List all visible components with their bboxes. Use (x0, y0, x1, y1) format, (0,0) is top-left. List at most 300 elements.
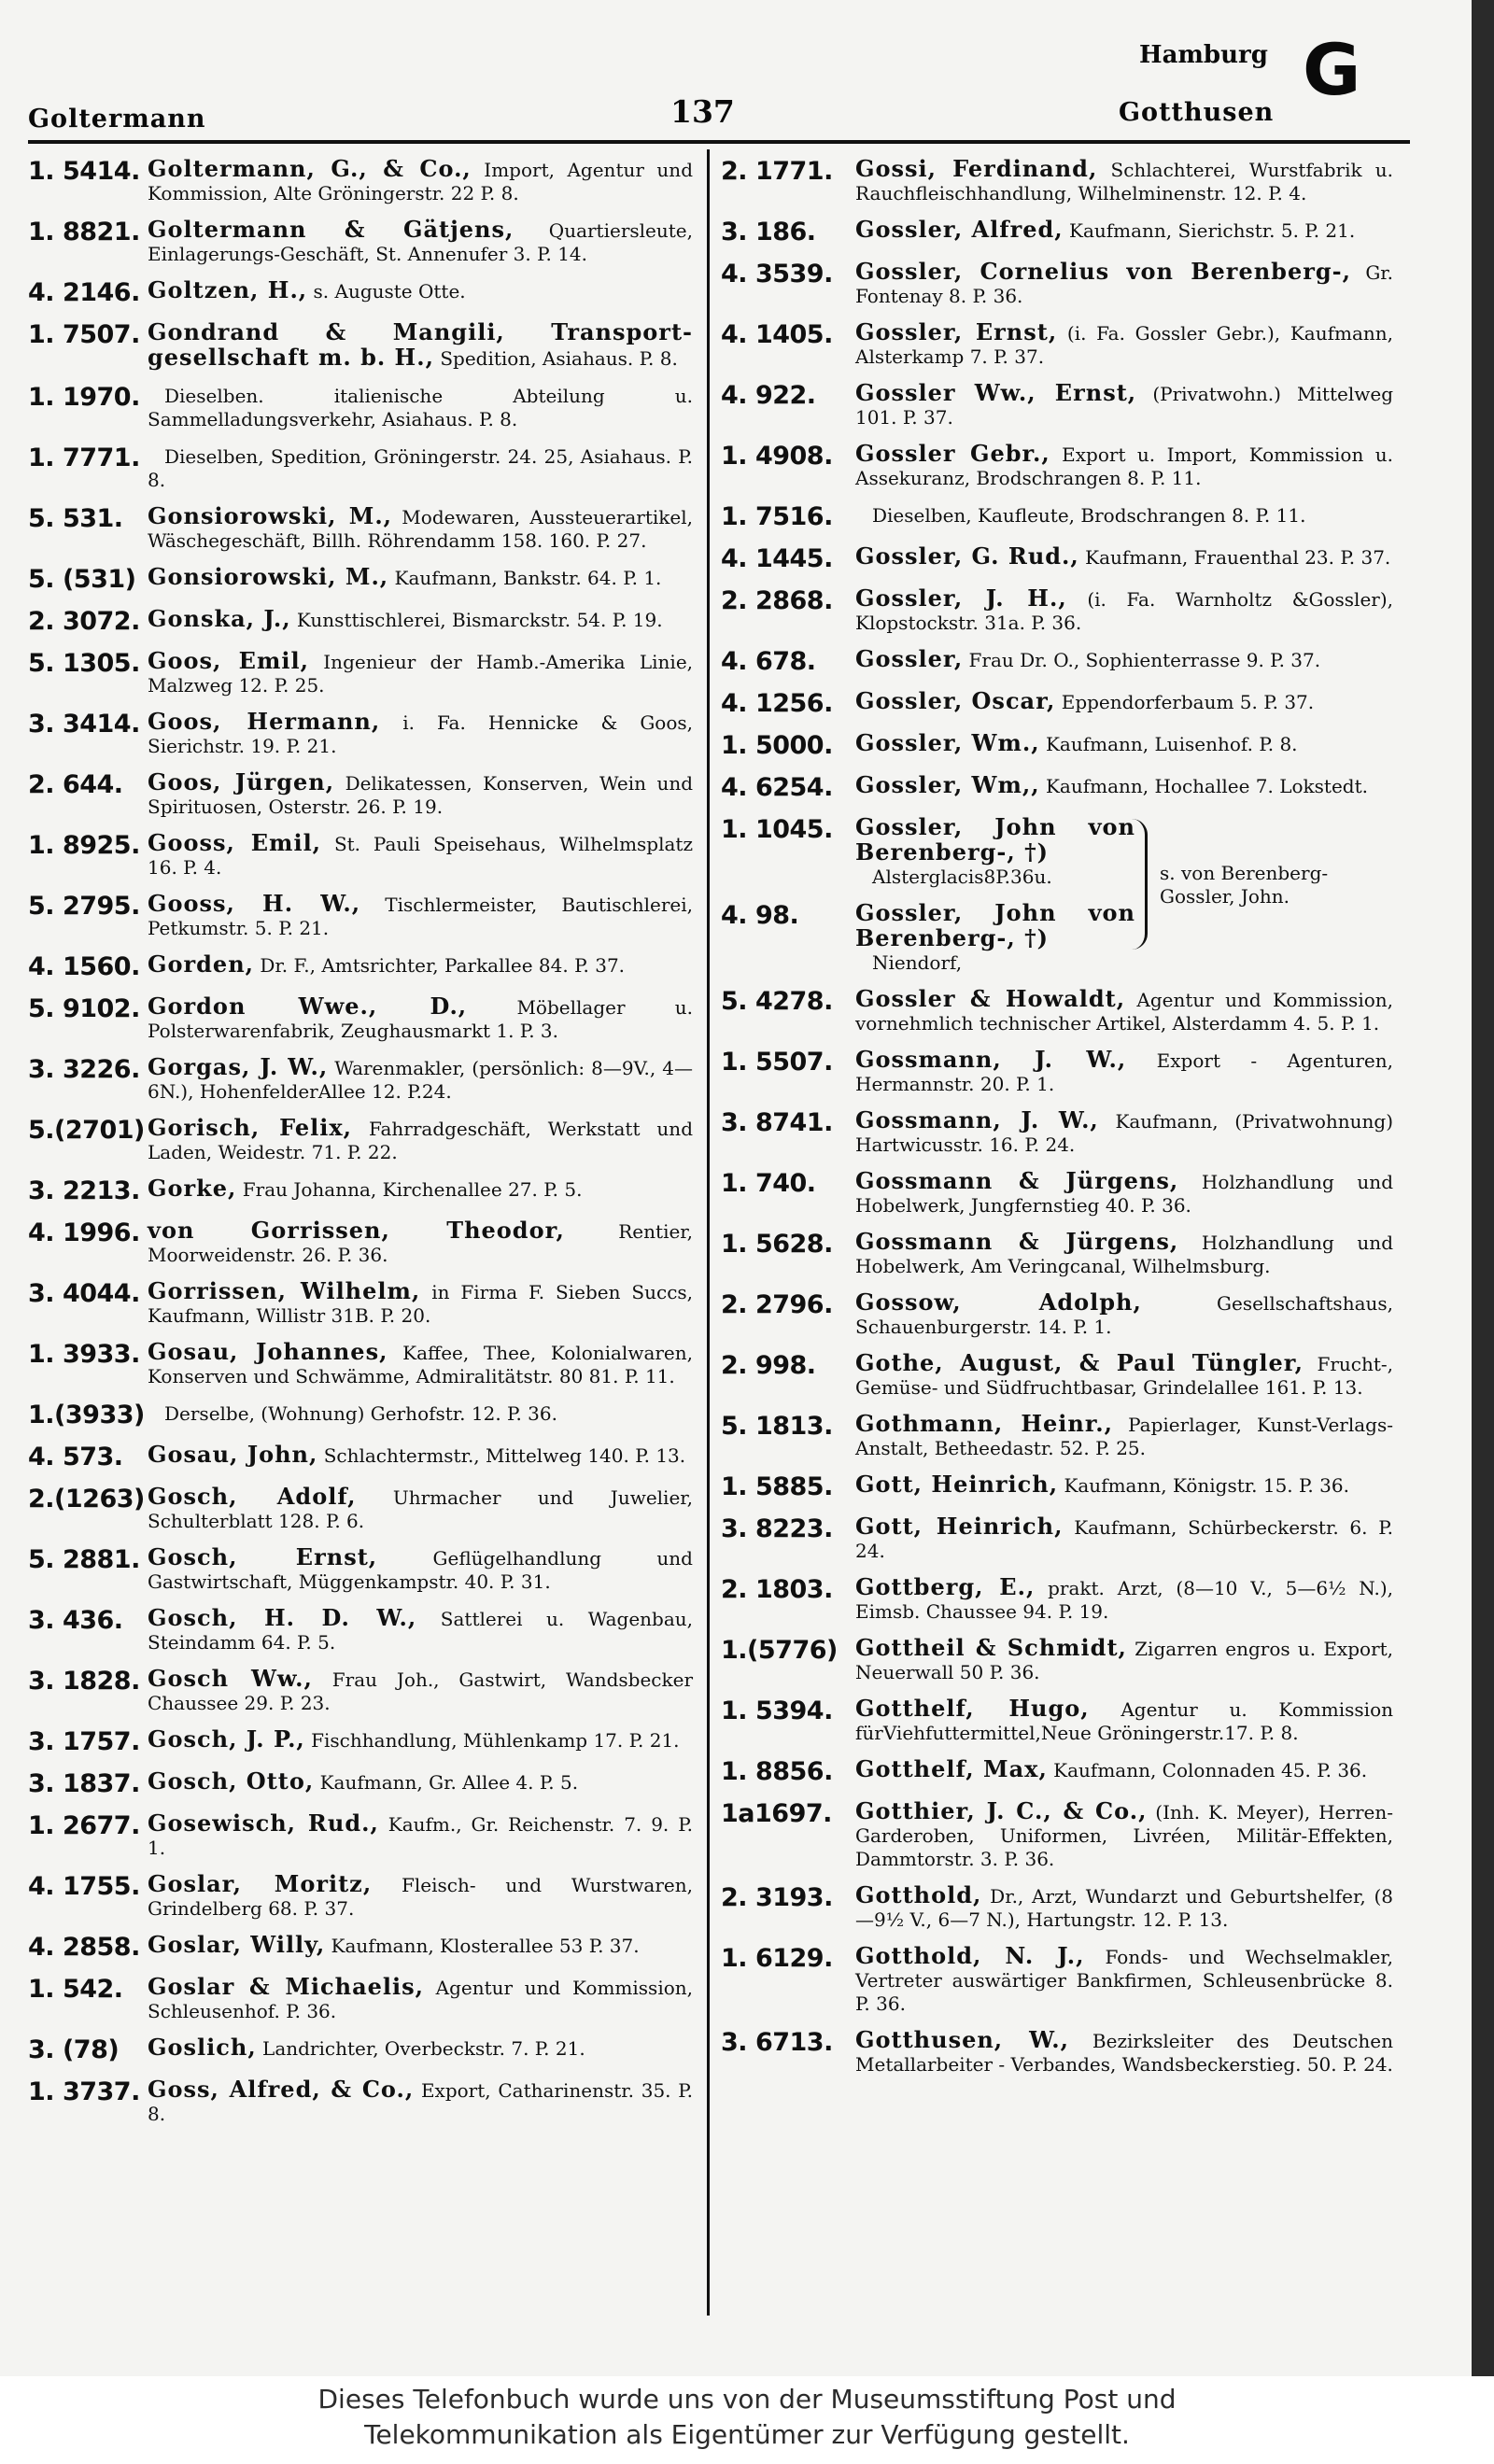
entry-number: 4. 922. (721, 381, 816, 410)
entry-name: Gossler, J. H., (855, 584, 1067, 612)
directory-entry (28, 1769, 693, 1799)
entry-body (148, 607, 693, 637)
entry-number: 3. 8741. (721, 1108, 833, 1137)
entry-text: Kaufmann, Königstr. 15. P. 36. (1064, 1474, 1349, 1497)
entry-text: Kaufmann, Luisenhof. P. 8. (1045, 733, 1298, 755)
directory-entry (28, 1975, 693, 2023)
entry-number: 1a1697. (721, 1799, 832, 1828)
entry-name: von Gorrissen, Theodor, (148, 1217, 565, 1244)
entry-name: Gossmann, J. W., (855, 1106, 1099, 1133)
entry-number: 2. 644. (28, 770, 123, 799)
entry-number: 1. 4908. (721, 442, 833, 471)
directory-entry (721, 1883, 1393, 1932)
entry-number: 3. (78) (28, 2035, 120, 2064)
entry-body (148, 952, 693, 982)
entry-body (148, 1933, 693, 1963)
directory-entry (28, 649, 693, 697)
entry-name: Gossler, Alfred, (855, 216, 1064, 243)
entry-name: Gossow, Adolph, (855, 1288, 1142, 1316)
entry-body (855, 731, 1393, 761)
entry-name: Goltzen, H., (148, 276, 308, 303)
entry-name: Goss, Alfred, & Co., (148, 2076, 415, 2103)
entry-text: Export u. Import, Kommission u. Assekuranz, Brodschrangen 8. P. 11. (855, 444, 1393, 489)
entry-number: 1. 3933. (28, 1340, 140, 1369)
entry-body (148, 444, 693, 492)
entry-number: 1. 1970. (28, 383, 140, 412)
entry-text: Bezirksleiter des Deutschen Metallarbeiter - Verbandes, Wandsbeckerstieg. 50. P. 24. (855, 2030, 1393, 2076)
entry-text: (Inh. K. Meyer), Herren-Garderoben, Uniformen, Livréen, Militär-Effekten, Dammtorstr. 3. P. 36. (855, 1801, 1393, 1870)
entry-text: Rentier, Moorweidenstr. 26. P. 36. (148, 1220, 694, 1266)
entry-text: Fischhandlung, Mühlenkamp 17. P. 21. (311, 1729, 680, 1752)
entry-body (148, 1443, 693, 1472)
entry-body (855, 1799, 1393, 1871)
entry-number: 3. 1757. (28, 1727, 140, 1756)
entry-text: s. Auguste Otte. (313, 280, 466, 303)
entry-number: 3. 3226. (28, 1055, 140, 1084)
entry-body (855, 1412, 1393, 1460)
entry-text: Kaufmann, Sierichstr. 5. P. 21. (1069, 219, 1356, 242)
entry-number: 5. 1813. (721, 1412, 833, 1441)
entry-name: Gotthelf, Hugo, (855, 1695, 1090, 1722)
entry-text: Möbellager u. Polsterwarenfabrik, Zeughausmarkt 1. P. 3. (148, 996, 694, 1042)
entry-number: 3. 2213. (28, 1176, 140, 1205)
entry-name: Gorrissen, Wilhelm, (148, 1277, 421, 1304)
directory-entry (28, 565, 693, 595)
entry-name: Gossler, G. Rud., (855, 542, 1079, 570)
entry-text: Fahrradgeschäft, Werkstatt und Laden, Weidestr. 71. P. 22. (148, 1118, 693, 1163)
directory-entry (28, 1667, 693, 1715)
directory-entry (28, 1401, 693, 1430)
entry-number: 1. 5394. (721, 1697, 833, 1725)
entry-name: Gorden, (148, 950, 255, 978)
entry-body (855, 260, 1393, 308)
directory-entry (28, 2077, 693, 2126)
entry-text: Kunsttischlerei, Bismarckstr. 54. P. 19. (296, 609, 663, 631)
directory-entry (721, 773, 1393, 803)
cross-reference: s. von Berenberg-Gossler, John. (1160, 862, 1329, 908)
entry-name: Gossler, (855, 645, 964, 672)
entry-name: Gossmann, J. W., (855, 1046, 1127, 1073)
entry-name: Gosch, Otto, (148, 1767, 315, 1795)
entry-number: 1.(5776) (721, 1636, 838, 1665)
entry-number: 1. 8821. (28, 218, 140, 246)
directory-entry (721, 1290, 1393, 1339)
entry-number: 3. 8223. (721, 1514, 833, 1543)
entry-name: Gossmann & Jürgens, (855, 1228, 1179, 1255)
directory-entry (721, 157, 1393, 205)
entry-text: Schlachterei, Wurstfabrik u. Rauchfleischhandlung, Wilhelminenstr. 12. P. 4. (855, 159, 1394, 204)
entry-body (855, 987, 1393, 1035)
entry-number: 1. 3737. (28, 2077, 140, 2106)
right-entries-bottom (721, 987, 1393, 2077)
directory-entry (721, 647, 1393, 677)
entry-text: Uhrmacher und Juwelier, Schulterblatt 128. P. 6. (148, 1486, 694, 1532)
entry-name: Gosau, John, (148, 1441, 318, 1468)
entry-body (148, 278, 693, 308)
directory-entry (721, 218, 1393, 247)
entry-body (855, 1575, 1393, 1624)
directory-entry (28, 1727, 693, 1757)
entry-body (855, 1048, 1393, 1096)
entry-name: Gonska, J., (148, 605, 291, 632)
directory-entry (721, 1472, 1393, 1502)
entry-name: Gott, Heinrich, (855, 1471, 1059, 1498)
directory-entry (28, 994, 693, 1043)
directory-entry (28, 892, 693, 940)
entry-number: 2. 2796. (721, 1290, 833, 1319)
directory-entry (721, 544, 1393, 574)
directory-entry (28, 710, 693, 758)
entry-text: Derselbe, (Wohnung) Gerhofstr. 12. P. 36. (164, 1402, 557, 1425)
entry-body (148, 770, 693, 819)
entry-number: 3. 1828. (28, 1667, 140, 1696)
entry-number: 4. 1445. (721, 544, 833, 573)
entry-name: Gotthelf, Max, (855, 1755, 1048, 1782)
directory-entry (28, 2035, 693, 2065)
directory-entry (721, 1636, 1393, 1684)
entry-text: Kaufmann, Colonnaden 45. P. 36. (1053, 1759, 1368, 1781)
entry-number: 5.(2701) (28, 1116, 145, 1145)
entry-body (855, 773, 1393, 803)
entry-number: 1. 6129. (721, 1944, 833, 1973)
entry-name: Gorke, (148, 1175, 237, 1202)
entry-text: Gesellschaftshaus, Schauenburgerstr. 14. P. 1. (855, 1292, 1393, 1338)
entry-name: Goos, Emil, (148, 647, 309, 674)
directory-entry (28, 1933, 693, 1963)
directory-entry (721, 260, 1393, 308)
directory-entry (28, 1811, 693, 1860)
directory-entry (721, 1575, 1393, 1624)
entry-text: Modewaren, Aussteuerartikel, Wäschegeschäft, Billh. Röhrendamm 158. 160. P. 27. (148, 506, 694, 552)
directory-entry (721, 1514, 1393, 1563)
right-entries-top (721, 157, 1393, 803)
entry-name: Gotthold, (855, 1881, 982, 1908)
entry-number: 3. 1837. (28, 1769, 140, 1798)
entry-text: Kaufmann, (Privatwohnung) Hartwicusstr. 16. P. 24. (855, 1110, 1394, 1156)
entry-number: 3. 436. (28, 1606, 123, 1635)
entry-text: Schlachtermstr., Mittelweg 140. P. 13. (323, 1444, 686, 1467)
entry-name: Goltermann, G., & Co., (148, 155, 472, 182)
directory-entry (28, 1485, 693, 1533)
entry-name: Gorgas, J. W., (148, 1053, 329, 1080)
entry-number: 5. 2795. (28, 892, 140, 921)
entry-body (855, 218, 1393, 247)
entry-body (148, 1872, 693, 1921)
entry-name: Goslar, Willy, (148, 1931, 326, 1958)
directory-entry (28, 952, 693, 982)
entry-body (148, 2077, 693, 2126)
directory-entry (28, 1340, 693, 1388)
entry-number: 4. 678. (721, 647, 816, 676)
entry-name: Gooss, H. W., (148, 890, 361, 917)
entry-text: (Privatwohn.) Mittelweg 101. P. 37. (855, 383, 1393, 429)
directory-entry (28, 1872, 693, 1921)
entry-text: Geflügelhandlung und Gastwirtschaft, Müggenkampstr. 40. P. 31. (148, 1547, 693, 1593)
entry-text: Warenmakler, (persönlich: 8—9V., 4—6N.), HohenfelderAllee 12. P.24. (148, 1057, 693, 1103)
entry-text: Fleisch- und Wurstwaren, Grindelberg 68. P. 37. (148, 1874, 693, 1920)
entry-name: Gosch, Ernst, (148, 1543, 378, 1570)
entry-body (855, 1351, 1393, 1400)
entry-name: Gott, Heinrich, (855, 1513, 1064, 1540)
entry-text: Dieselben, Kaufleute, Brodschrangen 8. P. 11. (872, 504, 1306, 527)
entry-body (148, 831, 693, 880)
entry-text: Spedition, Asiahaus. P. 8. (440, 347, 678, 370)
directory-entry (721, 1230, 1393, 1278)
entry-number: 1. 8856. (721, 1757, 833, 1786)
entry-name: Gothmann, Heinr., (855, 1410, 1114, 1437)
header-letter: G (1303, 28, 1361, 111)
entry-number: 5. (531) (28, 565, 136, 594)
directory-entry (28, 1176, 693, 1206)
entry-body (855, 647, 1393, 677)
header-city: Hamburg (1139, 41, 1268, 69)
entry-number: 1. 5507. (721, 1048, 833, 1077)
entry-text: i. Fa. Hennicke & Goos, Sierichstr. 19. P. 21. (148, 711, 694, 757)
entry-name: Gossi, Ferdinand, (855, 155, 1098, 182)
directory-entry (721, 901, 1393, 975)
entry-number: 1.(3933) (28, 1401, 145, 1429)
entry-name: Gossler, Wm., (855, 729, 1040, 756)
entry-body (855, 1514, 1393, 1563)
entry-body (148, 1116, 693, 1164)
directory-entry (721, 2028, 1393, 2077)
entry-name: Gottberg, E., (855, 1573, 1036, 1600)
entry-text: Zigarren engros u. Export, Neuerwall 50 P. 36. (855, 1638, 1394, 1683)
entry-number: 4. 1755. (28, 1872, 140, 1901)
entry-number: 4. 98. (721, 901, 799, 930)
header-left-name: Goltermann (28, 105, 206, 134)
entry-text: Sattlerei u. Wagenbau, Steindamm 64. P. 5. (148, 1608, 694, 1654)
entry-body (148, 1545, 693, 1594)
directory-entry (28, 157, 693, 205)
entry-text: Kaufm., Gr. Reichenstr. 7. 9. P. 1. (148, 1813, 693, 1859)
entry-text: Gr. Fontenay 8. P. 36. (855, 261, 1394, 307)
entry-body (148, 157, 693, 205)
entry-text: Delikatessen, Konserven, Wein und Spirituosen, Osterstr. 26. P. 19. (148, 772, 694, 818)
directory-entry (721, 1108, 1393, 1157)
entry-name: Gordon Wwe., D., (148, 993, 468, 1020)
entry-name: Gossmann & Jürgens, (855, 1167, 1179, 1194)
entry-body (148, 1769, 693, 1799)
directory-entry (721, 689, 1393, 719)
entry-name: Gondrand & Mangili, Transport-gesellschaft m. b. H., (148, 318, 693, 371)
entry-text: Quartiersleute, Einlagerungs-Geschäft, St. Annenufer 3. P. 14. (148, 219, 693, 265)
entry-number: 2. 3193. (721, 1883, 833, 1912)
entry-name: Gottheil & Schmidt, (855, 1634, 1127, 1661)
directory-entry (721, 987, 1393, 1035)
entry-body (148, 1279, 693, 1328)
entry-number: 1. 8925. (28, 831, 140, 860)
entry-name: Gossler, John von Berenberg-, †) (855, 899, 1135, 951)
entry-text: Holzhandlung und Hobelwerk, Jungfernstieg 40. P. 36. (855, 1171, 1393, 1217)
entry-text: Frau Dr. O., Sophienterrasse 9. P. 37. (968, 649, 1321, 671)
header-rule (28, 140, 1410, 144)
entry-number: 4. 1405. (721, 320, 833, 349)
directory-entry (28, 444, 693, 492)
entry-text: Dr., Arzt, Wundarzt und Geburtshelfer, (8—9½ V., 6—7 N.), Hartungstr. 12. P. 13. (855, 1885, 1393, 1931)
entry-number: 3. 3414. (28, 710, 140, 739)
entry-body (855, 689, 1393, 719)
directory-entry (28, 1443, 693, 1472)
entry-text: Kaufmann, Hochallee 7. Lokstedt. (1045, 775, 1368, 797)
entry-number: 1. 2677. (28, 1811, 140, 1840)
entry-body (855, 1472, 1393, 1502)
directory-entry (721, 1169, 1393, 1218)
entry-body (855, 1757, 1393, 1787)
left-column (28, 157, 693, 2138)
entry-name: Gonsiorowski, M., (148, 563, 389, 590)
entry-name: Gosewisch, Rud., (148, 1809, 379, 1837)
entry-number: 3. 6713. (721, 2028, 833, 2057)
entry-body (148, 892, 693, 940)
entry-text: Import, Agentur und Kommission, Alte Gröningerstr. 22 P. 8. (148, 159, 693, 204)
entry-body (855, 1108, 1393, 1157)
entry-body (148, 1811, 693, 1860)
entry-body (855, 544, 1393, 574)
entry-text: Ingenieur der Hamb.-Amerika Linie, Malzweg 12. P. 25. (148, 651, 694, 697)
entry-number: 4. 2146. (28, 278, 140, 307)
footer-line-1: Dieses Telefonbuch wurde uns von der Museumsstiftung Post und (317, 2384, 1177, 2415)
entry-number: 2.(1263) (28, 1485, 145, 1514)
entry-text: Frucht-, Gemüse- und Südfruchtbasar, Grindelallee 161. P. 13. (855, 1353, 1393, 1399)
entry-body (148, 1667, 693, 1715)
entry-number: 1. 7507. (28, 320, 140, 349)
entry-number: 3. 4044. (28, 1279, 140, 1308)
page-number: 137 (670, 93, 735, 130)
entry-number: 4. 1560. (28, 952, 140, 981)
entry-number: 1. 5414. (28, 157, 140, 186)
entry-body (148, 2035, 693, 2065)
entry-body (148, 1485, 693, 1533)
entry-name: Gossler, Oscar, (855, 687, 1056, 714)
entry-number: 1. 740. (721, 1169, 816, 1198)
directory-entry (28, 770, 693, 819)
entry-text: St. Pauli Speisehaus, Wilhelmsplatz 16. P. 4. (148, 833, 693, 879)
entry-name: Gossler, Cornelius von Berenberg-, (855, 258, 1351, 285)
entry-number: 5. 2881. (28, 1545, 140, 1574)
entry-body (148, 504, 693, 553)
directory-entry (721, 1351, 1393, 1400)
entry-number: 1. 7771. (28, 444, 140, 472)
entry-name: Gossler, John von Berenberg-, †) (855, 813, 1135, 866)
directory-entry (721, 586, 1393, 635)
column-divider (707, 149, 710, 2316)
entry-text: Agentur u. Kommission fürViehfuttermittel,Neue Gröningerstr.17. P. 8. (855, 1698, 1394, 1744)
entry-text: Kaufmann, Frauenthal 23. P. 37. (1085, 546, 1391, 569)
entry-number: 2. 3072. (28, 607, 140, 636)
entry-body (855, 1230, 1393, 1278)
entry-number: 1. 5000. (721, 731, 833, 760)
entry-text: Dieselben. italienische Abteilung u. Sammelladungsverkehr, Asiahaus. P. 8. (148, 385, 693, 430)
directory-entry (28, 1218, 693, 1267)
directory-entry (28, 383, 693, 431)
entry-text: Fonds- und Wechselmakler, Vertreter auswärtiger Bankfirmen, Schleusenbrücke 8. P. 36. (855, 1946, 1394, 2015)
directory-entry (28, 278, 693, 308)
entry-text: Dieselben, Spedition, Gröningerstr. 24. 25, Asiahaus. P. 8. (148, 445, 693, 491)
entry-number: 4. 2858. (28, 1933, 140, 1962)
entry-body (855, 502, 1393, 532)
entry-name: Gossler & Howaldt, (855, 985, 1126, 1012)
directory-entry (721, 1412, 1393, 1460)
entry-text: Kaffee, Thee, Kolonialwaren, Konserven und Schwämme, Admiralitätstr. 80 81. P. 11. (148, 1342, 694, 1387)
entry-group-berenberg (721, 815, 1393, 975)
directory-entry (721, 731, 1393, 761)
entry-number: 5. 9102. (28, 994, 140, 1023)
directory-entry (28, 1116, 693, 1164)
entry-number: 2. 2868. (721, 586, 833, 615)
entry-number: 4. 1256. (721, 689, 833, 718)
entry-name: Gotthusen, W., (855, 2026, 1069, 2053)
entry-name: Gossler, Ernst, (855, 318, 1058, 345)
entry-number: 4. 3539. (721, 260, 833, 289)
entry-number: 1. 542. (28, 1975, 123, 2004)
entry-name: Gossler Gebr., (855, 440, 1050, 467)
entry-body (148, 994, 693, 1043)
entry-number: 1. 7516. (721, 502, 833, 531)
entry-name: Gosch Ww., (148, 1665, 313, 1692)
brace (1132, 819, 1148, 950)
directory-entry (28, 218, 693, 266)
entry-name: Gotthold, N. J., (855, 1942, 1085, 1969)
entry-text: Kaufmann, Klosterallee 53 P. 37. (331, 1935, 640, 1957)
directory-entry (28, 320, 693, 371)
entry-number: 5. 1305. (28, 649, 140, 678)
entry-text: Kaufmann, Bankstr. 64. P. 1. (394, 567, 662, 589)
directory-entry (721, 381, 1393, 429)
directory-entry (721, 442, 1393, 490)
entry-body (855, 157, 1393, 205)
entry-body (148, 383, 693, 431)
entry-text: prakt. Arzt, (8—10 V., 5—6½ N.), Eimsb. Chaussee 94. P. 19. (855, 1577, 1394, 1623)
entry-name: Gossler Ww., Ernst, (855, 379, 1137, 406)
entry-body (855, 1883, 1393, 1932)
entry-body (148, 1055, 693, 1104)
directory-entry (721, 1697, 1393, 1745)
entry-number: 5. 531. (28, 504, 123, 533)
entry-text: Kaufmann, Gr. Allee 4. P. 5. (319, 1771, 579, 1794)
entry-body (148, 1218, 693, 1267)
entry-name: Gossler, Wm,, (855, 771, 1040, 798)
directory-entry (721, 320, 1393, 369)
entry-number: 4. 6254. (721, 773, 833, 802)
entry-body (855, 586, 1393, 635)
directory-entry (28, 504, 693, 553)
entry-body (855, 1290, 1393, 1339)
entry-body (148, 1975, 693, 2023)
entry-number: 5. 4278. (721, 987, 833, 1016)
entry-name: Goos, Hermann, (148, 708, 381, 735)
entry-name: Gothe, August, & Paul Tüngler, (855, 1349, 1304, 1376)
entry-name: Gosau, Johannes, (148, 1338, 388, 1365)
entry-text: Tischlermeister, Bautischlerei, Petkumstr. 5. P. 21. (148, 894, 693, 939)
entry-body (148, 320, 693, 371)
directory-entry (28, 1606, 693, 1654)
directory-entry (28, 1545, 693, 1594)
directory-entry (28, 1055, 693, 1104)
entry-body (148, 1727, 693, 1757)
entry-body (855, 815, 1135, 889)
entry-text: Alsterglacis8P.36u. (872, 866, 1052, 888)
entry-name: Goslich, (148, 2034, 257, 2061)
entry-text: Export, Catharinenstr. 35. P. 8. (148, 2079, 694, 2125)
entry-name: Gosch, Adolf, (148, 1483, 357, 1510)
entry-body (855, 381, 1393, 429)
entry-body (148, 710, 693, 758)
entry-name: Gorisch, Felix, (148, 1114, 353, 1141)
entry-text: Dr. F., Amtsrichter, Parkallee 84. P. 37. (260, 954, 626, 977)
entry-text: Eppendorferbaum 5. P. 37. (1061, 691, 1315, 713)
entry-text: Landrichter, Overbeckstr. 7. P. 21. (262, 2037, 585, 2060)
